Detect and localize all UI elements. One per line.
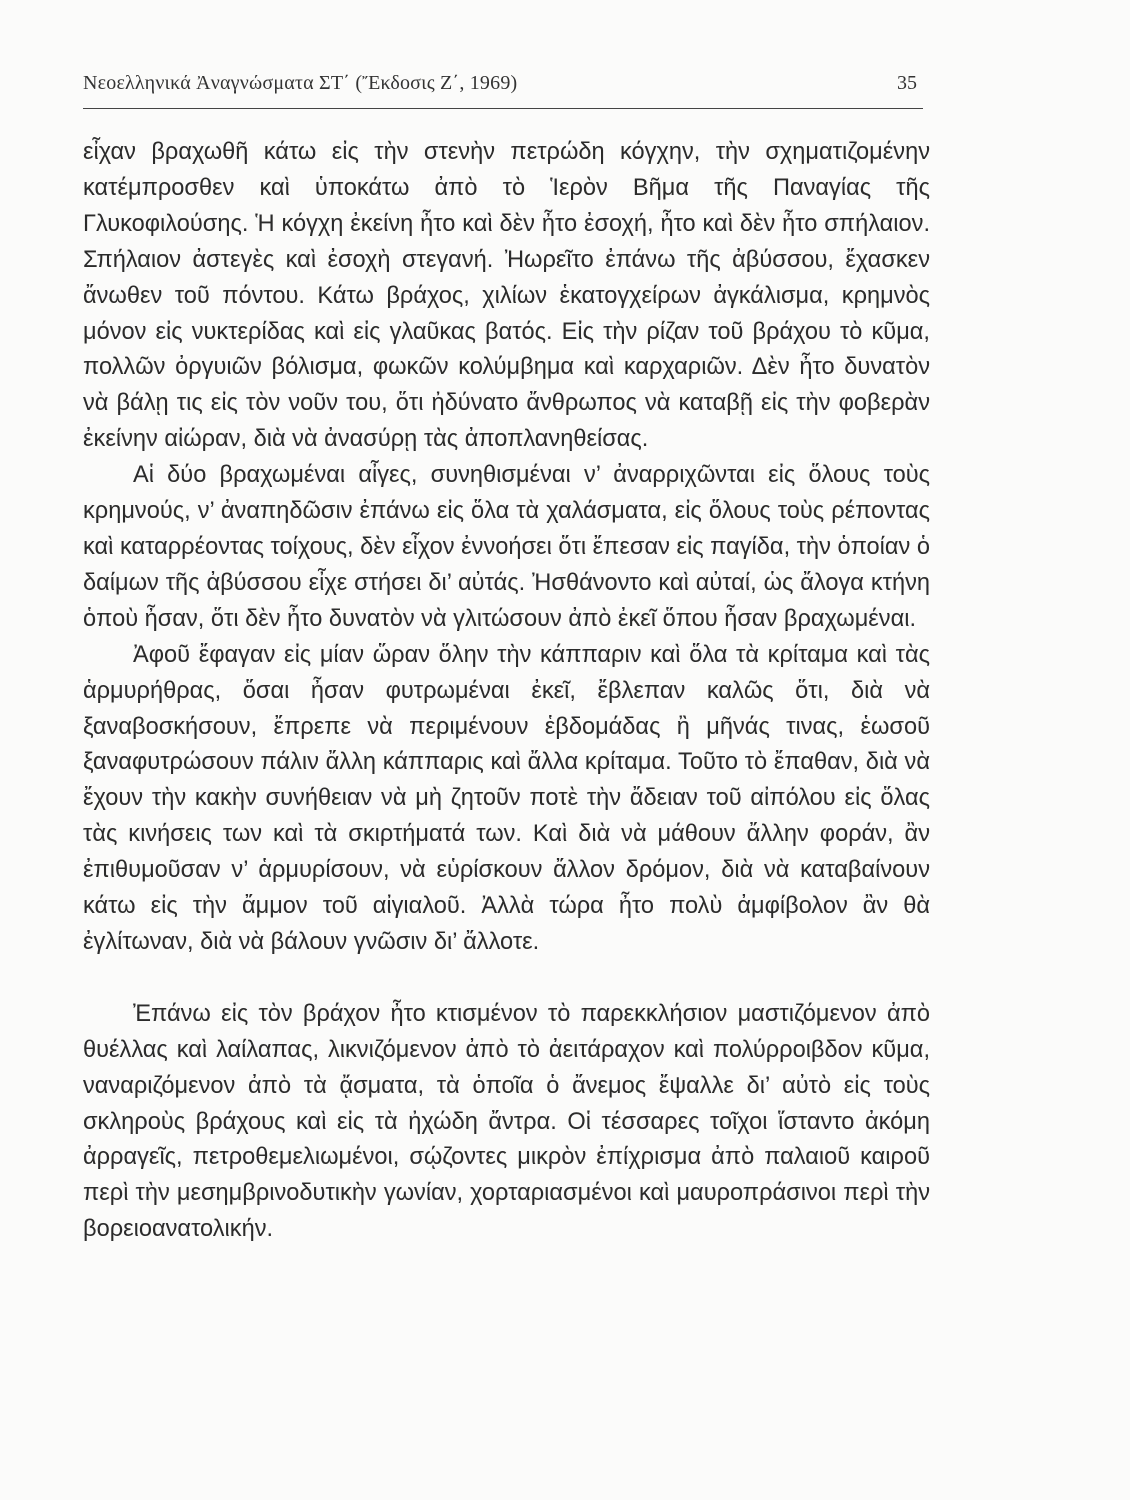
page-header xyxy=(83,72,923,112)
paragraph: Ἀφοῦ ἔφαγαν εἰς μίαν ὥραν ὅλην τὴν κάππαριν καὶ ὅλα τὰ κρίταμα καὶ τὰς ἁρμυρήθρας, ὅσαι ἦσαν φυτρωμέναι ἐκεῖ, ἔβλεπαν καλῶς ὅτι, διὰ νὰ ξαναβοσκήσουν, ἔπρεπε νὰ περιμένουν ἑβδομάδας ἢ μῆνάς τινας, ἑωσοῦ ξαναφυτρώσουν πάλιν ἄλλη κάππαρις καὶ ἄλλα κρίταμα. Τοῦτο τὸ ἔπαθαν, διὰ νὰ ἔχουν τὴν κακὴν συνήθειαν νὰ μὴ ζητοῦν ποτὲ τὴν ἄδειαν τοῦ αἰπόλου εἰς ὅλας τὰς κινήσεις των καὶ τὰ σκιρτήματά των. Καὶ διὰ νὰ μάθουν ἄλλην φοράν, ἂν ἐπιθυμοῦσαν ν’ ἁρμυρίσουν, νὰ εὑρίσκουν ἄλλον δρόμον, διὰ νὰ καταβαίνουν κάτω εἰς τὴν ἄμμον τοῦ αἰγιαλοῦ. Ἀλλὰ τώρα ἦτο πολὺ ἀμφίβολον ἂν θὰ ἐγλίτωναν, διὰ νὰ βάλουν γνῶσιν δι’ ἄλλοτε. xyxy=(83,641,930,955)
paragraph: Ἐπάνω εἰς τὸν βράχον ἦτο κτισμένον τὸ παρεκκλήσιον μαστιζόμενον ἀπὸ θυέλλας καὶ λαίλαπας, λικνιζόμενον ἀπὸ τὸ ἀειτάραχον καὶ πολύρροιβδον κῦμα, ναναριζόμενον ἀπὸ τὰ ᾄσματα, τὰ ὁποῖα ὁ ἄνεμος ἔψαλλε δι’ αὐτὸ εἰς τοὺς σκληροὺς βράχους καὶ εἰς τὰ ἠχώδη ἄντρα. Οἱ τέσσαρες τοῖχοι ἵσταντο ἀκόμη ἀρραγεῖς, πετροθεμελιωμένοι, σῴζοντες μικρὸν ἐπίχρισμα ἀπὸ παλαιοῦ καιροῦ περὶ τὴν μεσημβρινοδυτικὴν γωνίαν, χορταριασμένοι καὶ μαυροπράσινοι περὶ τὴν βορειοανατολικήν. xyxy=(83,1000,930,1243)
paragraph: Αἱ δύο βραχωμέναι αἶγες, συνηθισμέναι ν’ ἀναρριχῶνται εἰς ὅλους τοὺς κρημνούς, ν’ ἀναπηδῶσιν ἐπάνω εἰς ὅλα τὰ χαλάσματα, εἰς ὅλους τοὺς ρέποντας καὶ καταρρέοντας τοίχους, δὲν εἶχον ἐννοήσει ὅτι ἔπεσαν εἰς παγίδα, τὴν ὁποίαν ὁ δαίμων τῆς ἀβύσσου εἶχε στήσει δι’ αὐτάς. Ἠσθάνοντο καὶ αὐταί, ὡς ἄλογα κτήνη ὁποὺ ἦσαν, ὅτι δὲν ἦτο δυνατὸν νὰ γλιτώσουν ἀπὸ ἐκεῖ ὅπου ἦσαν βραχωμέναι. xyxy=(83,462,931,632)
header-rule xyxy=(83,108,923,109)
body-text xyxy=(83,135,930,1248)
section-gap xyxy=(83,961,930,997)
paragraph: εἶχαν βραχωθῆ κάτω εἰς τὴν στενὴν πετρώδη κόγχην, τὴν σχηματιζομένην κατέμπροσθεν καὶ ὑποκάτω ἀπὸ τὸ Ἱερὸν Βῆμα τῆς Παναγίας τῆς Γλυκοφιλούσης. Ἡ κόγχη ἐκείνη ἦτο καὶ δὲν ἦτο ἐσοχή, ἦτο καὶ δὲν ἦτο σπήλαιον. Σπήλαιον ἀστεγὲς καὶ ἐσοχὴ στεγανή. Ἠωρεῖτο ἐπάνω τῆς ἀβύσσου, ἔχασκεν ἄνωθεν τοῦ πόντου. Κάτω βράχος, χιλίων ἑκατογχείρων ἀγκάλισμα, κρημνὸς μόνον εἰς νυκτερίδας καὶ εἰς γλαῦκας βατός. Εἰς τὴν ρίζαν τοῦ βράχου τὸ κῦμα, πολλῶν ὀργυιῶν βόλισμα, φωκῶν κολύμβημα καὶ καρχαριῶν. Δὲν ἦτο δυνατὸν νὰ βάλῃ τις εἰς τὸν νοῦν του, ὅτι ἠδύνατο ἄνθρωπος νὰ καταβῇ εἰς τὴν φοβερὰν ἐκείνην αἰώραν, διὰ νὰ ἀνασύρῃ τὰς ἀποπλανηθείσας. xyxy=(83,139,930,453)
page-number: 35 xyxy=(897,72,917,94)
running-title: Νεοελληνικά Ἀναγνώσματα ΣΤ΄ (Ἔκδοσις Ζ΄, 1969) xyxy=(83,72,518,94)
